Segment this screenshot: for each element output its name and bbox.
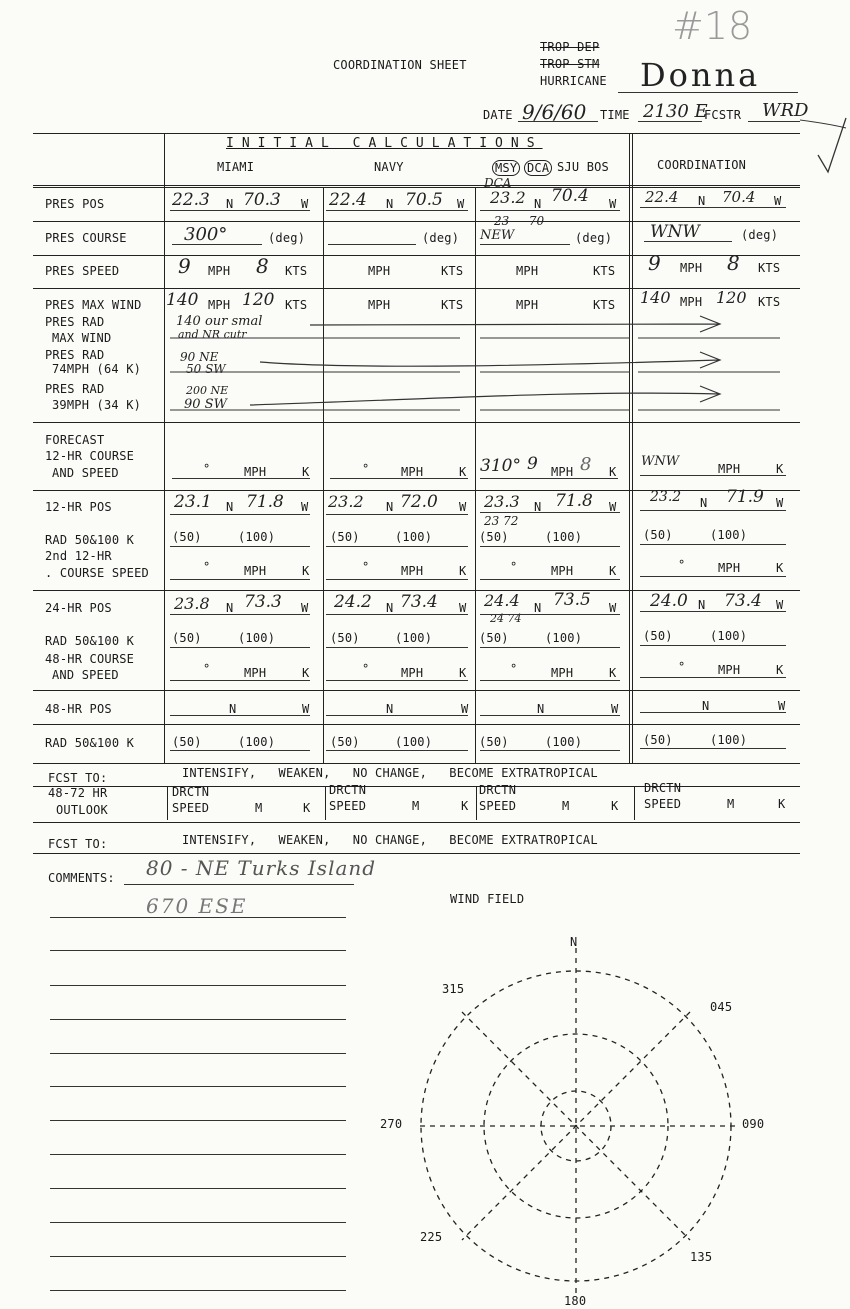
hw-navy-12-lat: 23.2 xyxy=(328,492,364,511)
navy-course-deg: (deg) xyxy=(422,231,460,245)
dca-2nd-mph: MPH xyxy=(551,564,574,578)
label-pres-rad-74-2: 74MPH (64 K) xyxy=(52,362,142,376)
hw-dca-12-lon: 71.8 xyxy=(555,491,593,511)
hw-miami-pos-lat: 22.3 xyxy=(172,190,210,210)
miami-rad3-50: (50) xyxy=(172,735,202,749)
coord-48-n: N xyxy=(702,699,710,713)
hw-dca-fc-k-val: 8 xyxy=(580,454,592,475)
dca-max-kts: KTS xyxy=(593,298,616,312)
miami-fc-k: K xyxy=(302,465,310,479)
hw-dca-24-lon: 73.5 xyxy=(553,590,591,610)
coord-2nd-mph: MPH xyxy=(718,561,741,575)
hw-navy-24-lon: 73.4 xyxy=(400,592,438,612)
storm-type-hurricane: HURRICANE xyxy=(540,74,607,88)
hw-dca-fc-course: 310° xyxy=(480,456,521,476)
hw-miami-speed-kts: 8 xyxy=(256,254,269,278)
label-rad-2: RAD 50&100 K xyxy=(45,634,135,648)
hw-coord-max-kts: 120 xyxy=(716,288,747,307)
col-miami: MIAMI xyxy=(217,160,255,174)
col-coordination: COORDINATION xyxy=(657,158,747,172)
hw-navy-24-lat: 24.2 xyxy=(334,592,372,612)
wind-225-label: 225 xyxy=(420,1230,443,1244)
coord-2nd-k: K xyxy=(776,561,784,575)
hw-rad-max-1: 140 our smal xyxy=(176,314,263,329)
miami-rad3-100: (100) xyxy=(238,735,276,749)
label-forecast-2: 12-HR COURSE xyxy=(45,449,135,463)
navy-rad3-50: (50) xyxy=(330,735,360,749)
hw-rad-max-2: and NR cutr xyxy=(178,328,247,341)
outlook-dca-drctn: DRCTN xyxy=(479,783,517,797)
miami-course-deg: (deg) xyxy=(268,231,306,245)
navy-48-w: W xyxy=(461,702,469,716)
hw-dca-fc-mph-val: 9 xyxy=(527,454,538,474)
navy-12-w: W xyxy=(459,500,467,514)
fcst-to-label: FCST TO: xyxy=(48,771,108,785)
hw-dca-12-lat: 23.3 xyxy=(484,492,520,511)
outlook-miami-speed: SPEED xyxy=(172,801,210,815)
hw-coord-12-lon: 71.9 xyxy=(726,487,764,507)
dca-24-n: N xyxy=(534,601,542,615)
miami-rad2-50: (50) xyxy=(172,631,202,645)
hw-dca-pos-lat: 23.2 xyxy=(490,188,526,207)
label-48hr-course-2: AND SPEED xyxy=(52,668,119,682)
label-pres-rad-max-2: MAX WIND xyxy=(52,331,112,345)
label-pres-rad-74-1: PRES RAD xyxy=(45,348,105,362)
col-dca: DCA xyxy=(524,160,552,176)
hw-rad-74-1: 90 NE xyxy=(180,350,219,364)
coord-48c-k: K xyxy=(776,663,784,677)
dca-48c-k: K xyxy=(609,666,617,680)
navy-rad1-50: (50) xyxy=(330,530,360,544)
coord-rad3-100: (100) xyxy=(710,733,748,747)
page-title: COORDINATION SHEET xyxy=(333,58,467,72)
outlook-miami-k: K xyxy=(303,801,311,815)
coord-speed-mph: MPH xyxy=(680,261,703,275)
label-pres-course: PRES COURSE xyxy=(45,231,127,245)
miami-pos-w: W xyxy=(301,197,309,211)
outlook-miami-drctn: DRCTN xyxy=(172,785,210,799)
outlook-miami-m: M xyxy=(255,801,263,815)
hw-navy-pos-lon: 70.5 xyxy=(405,190,443,210)
hw-coord-speed-kts: 8 xyxy=(727,251,740,275)
label-pres-rad-39-2: 39MPH (34 K) xyxy=(52,398,142,412)
coord-2nd-deg: ° xyxy=(678,558,686,572)
hw-rad-39-2: 90 SW xyxy=(184,397,227,412)
miami-max-kts: KTS xyxy=(285,298,308,312)
miami-max-mph: MPH xyxy=(208,298,231,312)
wind-270-label: 270 xyxy=(380,1117,403,1131)
navy-pos-n: N xyxy=(386,197,394,211)
coord-max-kts: KTS xyxy=(758,295,781,309)
wind-field-title: WIND FIELD xyxy=(450,892,525,906)
outlook-coord-k: K xyxy=(778,797,786,811)
miami-fc-mph: MPH xyxy=(244,465,267,479)
navy-2nd-deg: ° xyxy=(362,560,370,574)
fcst-to-label-2: FCST TO: xyxy=(48,837,108,851)
navy-rad1-100: (100) xyxy=(395,530,433,544)
date-label: DATE xyxy=(483,108,513,122)
dca-2nd-k: K xyxy=(609,564,617,578)
hw-dca-rad-note: 23 72 xyxy=(484,514,519,528)
hw-miami-pos-lon: 70.3 xyxy=(243,190,281,210)
col-msy: MSY xyxy=(492,160,520,176)
hw-miami-max-kts: 120 xyxy=(242,290,275,310)
hw-coord-speed-mph: 9 xyxy=(648,251,661,275)
miami-speed-mph: MPH xyxy=(208,264,231,278)
navy-fc-deg: ° xyxy=(362,462,370,476)
hw-coord-max-mph: 140 xyxy=(640,288,671,307)
hw-dca-note: DCA xyxy=(484,176,512,190)
coord-rad1-100: (100) xyxy=(710,528,748,542)
hw-coord-fc-course: WNW xyxy=(641,454,680,469)
outlook-label-2: OUTLOOK xyxy=(56,803,108,817)
fcstr-value: WRD xyxy=(762,100,809,121)
navy-2nd-mph: MPH xyxy=(401,564,424,578)
dca-48c-deg: ° xyxy=(510,662,518,676)
hw-miami-course: 300° xyxy=(184,224,228,245)
navy-rad3-100: (100) xyxy=(395,735,433,749)
hw-dca-course: NEW xyxy=(480,228,515,243)
coord-48-w: W xyxy=(778,699,786,713)
time-label: TIME xyxy=(600,108,630,122)
label-pres-pos: PRES POS xyxy=(45,197,105,211)
wind-field-diagram xyxy=(380,930,780,1309)
dca-12-w: W xyxy=(609,500,617,514)
coord-24-n: N xyxy=(698,598,706,612)
coord-fc-mph: MPH xyxy=(718,462,741,476)
wind-180-label: 180 xyxy=(564,1294,587,1308)
wind-315-label: 315 xyxy=(442,982,465,996)
hw-coord-course: WNW xyxy=(650,222,700,242)
navy-fc-k: K xyxy=(459,465,467,479)
hw-dca-24-note: 24 74 xyxy=(490,612,522,625)
miami-48c-k: K xyxy=(302,666,310,680)
navy-speed-mph: MPH xyxy=(368,264,391,278)
outlook-coord-speed: SPEED xyxy=(644,797,682,811)
dca-speed-mph: MPH xyxy=(516,264,539,278)
hw-miami-24-lat: 23.8 xyxy=(174,594,210,613)
label-forecast-3: AND SPEED xyxy=(52,466,119,480)
navy-fc-mph: MPH xyxy=(401,465,424,479)
navy-rad2-50: (50) xyxy=(330,631,360,645)
time-value: 2130 E xyxy=(643,101,708,122)
wind-045-label: 045 xyxy=(710,1000,733,1014)
miami-rad1-100: (100) xyxy=(238,530,276,544)
navy-pos-w: W xyxy=(457,197,465,211)
navy-2nd-k: K xyxy=(459,564,467,578)
miami-2nd-deg: ° xyxy=(203,560,211,574)
hw-comment-2: 670 ESE xyxy=(146,894,248,918)
dca-speed-kts: KTS xyxy=(593,264,616,278)
navy-24-w: W xyxy=(459,601,467,615)
navy-max-kts: KTS xyxy=(441,298,464,312)
dca-48-w: W xyxy=(611,702,619,716)
hw-rad-39-1: 200 NE xyxy=(186,384,229,397)
wind-135-label: 135 xyxy=(690,1250,713,1264)
coord-pos-n: N xyxy=(698,194,706,208)
coord-rad1-50: (50) xyxy=(643,528,673,542)
navy-12-n: N xyxy=(386,500,394,514)
dca-24-w: W xyxy=(609,601,617,615)
hw-dca-pos-lon: 70.4 xyxy=(551,186,589,206)
date-value: 9/6/60 xyxy=(522,100,587,124)
dca-rad2-50: (50) xyxy=(479,631,509,645)
comments-label: COMMENTS: xyxy=(48,871,115,885)
label-pres-rad-39-1: PRES RAD xyxy=(45,382,105,396)
miami-12-n: N xyxy=(226,500,234,514)
label-2nd-12hr-2: . COURSE SPEED xyxy=(45,566,149,580)
wind-n-label: N xyxy=(570,935,578,949)
outlook-coord-drctn: DRCTN xyxy=(644,781,682,795)
dca-fc-k: K xyxy=(609,465,617,479)
miami-48-n: N xyxy=(229,702,237,716)
miami-pos-n: N xyxy=(226,197,234,211)
dca-rad1-50: (50) xyxy=(479,530,509,544)
coord-24-w: W xyxy=(776,598,784,612)
label-12hr-pos: 12-HR POS xyxy=(45,500,112,514)
miami-rad1-50: (50) xyxy=(172,530,202,544)
col-sju-bos: SJU BOS xyxy=(557,160,609,174)
label-rad-1: RAD 50&100 K xyxy=(45,533,135,547)
outlook-dca-speed: SPEED xyxy=(479,799,517,813)
miami-24-w: W xyxy=(301,601,309,615)
coord-fc-k: K xyxy=(776,462,784,476)
coord-rad2-100: (100) xyxy=(710,629,748,643)
dca-fc-mph: MPH xyxy=(551,465,574,479)
hw-coord-pos-lon: 70.4 xyxy=(722,188,756,206)
coord-12-w: W xyxy=(776,496,784,510)
outlook-label-1: 48-72 HR xyxy=(48,786,108,800)
label-pres-max-wind: PRES MAX WIND xyxy=(45,298,142,312)
miami-speed-kts: KTS xyxy=(285,264,308,278)
fcstr-label: FCSTR xyxy=(704,108,742,122)
navy-rad2-100: (100) xyxy=(395,631,433,645)
outlook-coord-m: M xyxy=(727,797,735,811)
miami-fc-deg: ° xyxy=(203,462,211,476)
outlook-navy-k: K xyxy=(461,799,469,813)
dca-48-n: N xyxy=(537,702,545,716)
dca-12-n: N xyxy=(534,500,542,514)
fcst-options: INTENSIFY, WEAKEN, NO CHANGE, BECOME EXTRATROPICAL xyxy=(182,766,598,780)
label-2nd-12hr-1: 2nd 12-HR xyxy=(45,549,112,563)
dca-pos-w: W xyxy=(609,197,617,211)
storm-type-stm: TROP STM xyxy=(540,57,600,71)
label-48hr-course-1: 48-HR COURSE xyxy=(45,652,135,666)
navy-48c-deg: ° xyxy=(362,662,370,676)
label-rad-3: RAD 50&100 K xyxy=(45,736,135,750)
dca-rad3-100: (100) xyxy=(545,735,583,749)
hw-coord-24-lat: 24.0 xyxy=(650,591,688,611)
navy-48c-k: K xyxy=(459,666,467,680)
hw-dca-course-note: 23 — 70 xyxy=(494,214,545,228)
coord-48c-deg: ° xyxy=(678,660,686,674)
dca-48c-mph: MPH xyxy=(551,666,574,680)
page-number: #18 xyxy=(672,4,753,48)
coord-course-deg: (deg) xyxy=(741,228,779,242)
miami-48-w: W xyxy=(302,702,310,716)
coord-48c-mph: MPH xyxy=(718,663,741,677)
coord-pos-w: W xyxy=(774,194,782,208)
label-pres-rad-max-1: PRES RAD xyxy=(45,315,105,329)
miami-24-n: N xyxy=(226,601,234,615)
dca-max-mph: MPH xyxy=(516,298,539,312)
navy-24-n: N xyxy=(386,601,394,615)
fcst-options-2: INTENSIFY, WEAKEN, NO CHANGE, BECOME EXTRATROPICAL xyxy=(182,833,598,847)
dca-course-deg: (deg) xyxy=(575,231,613,245)
hw-miami-12-lat: 23.1 xyxy=(174,492,212,512)
hw-dca-24-lat: 24.4 xyxy=(484,591,520,610)
hw-miami-12-lon: 71.8 xyxy=(246,492,284,512)
hw-coord-24-lon: 73.4 xyxy=(724,591,762,611)
label-forecast-1: FORECAST xyxy=(45,433,105,447)
hw-comment-1: 80 - NE Turks Island xyxy=(146,856,377,880)
hw-navy-pos-lat: 22.4 xyxy=(329,190,367,210)
hw-miami-speed-mph: 9 xyxy=(178,254,191,278)
coord-max-mph: MPH xyxy=(680,295,703,309)
storm-name: Donna xyxy=(640,56,761,94)
check-mark-icon xyxy=(800,110,850,180)
dca-pos-n: N xyxy=(534,197,542,211)
hw-coord-pos-lat: 22.4 xyxy=(645,188,679,206)
dca-rad1-100: (100) xyxy=(545,530,583,544)
miami-2nd-mph: MPH xyxy=(244,564,267,578)
navy-max-mph: MPH xyxy=(368,298,391,312)
miami-rad2-100: (100) xyxy=(238,631,276,645)
navy-48c-mph: MPH xyxy=(401,666,424,680)
hw-navy-12-lon: 72.0 xyxy=(400,492,438,512)
hw-rad-74-2: 50 SW xyxy=(186,362,226,376)
radii-arrows xyxy=(160,310,800,420)
dca-2nd-deg: ° xyxy=(510,560,518,574)
label-pres-speed: PRES SPEED xyxy=(45,264,120,278)
miami-12-w: W xyxy=(301,500,309,514)
coord-speed-kts: KTS xyxy=(758,261,781,275)
navy-speed-kts: KTS xyxy=(441,264,464,278)
coord-rad3-50: (50) xyxy=(643,733,673,747)
hw-miami-max-mph: 140 xyxy=(166,290,199,310)
coord-12-n: N xyxy=(700,496,708,510)
hw-miami-24-lon: 73.3 xyxy=(244,592,282,612)
col-navy: NAVY xyxy=(374,160,404,174)
outlook-dca-k: K xyxy=(611,799,619,813)
outlook-navy-drctn: DRCTN xyxy=(329,783,367,797)
miami-2nd-k: K xyxy=(302,564,310,578)
label-48hr-pos: 48-HR POS xyxy=(45,702,112,716)
wind-090-label: 090 xyxy=(742,1117,765,1131)
dca-rad3-50: (50) xyxy=(479,735,509,749)
dca-rad2-100: (100) xyxy=(545,631,583,645)
hw-coord-12-lat: 23.2 xyxy=(650,489,682,505)
storm-type-dep: TROP DEP xyxy=(540,40,600,54)
navy-48-n: N xyxy=(386,702,394,716)
outlook-navy-m: M xyxy=(412,799,420,813)
outlook-navy-speed: SPEED xyxy=(329,799,367,813)
miami-48c-mph: MPH xyxy=(244,666,267,680)
section-title: INITIAL CALCULATIONS xyxy=(226,136,543,151)
coord-rad2-50: (50) xyxy=(643,629,673,643)
miami-48c-deg: ° xyxy=(203,662,211,676)
outlook-dca-m: M xyxy=(562,799,570,813)
label-24hr-pos: 24-HR POS xyxy=(45,601,112,615)
